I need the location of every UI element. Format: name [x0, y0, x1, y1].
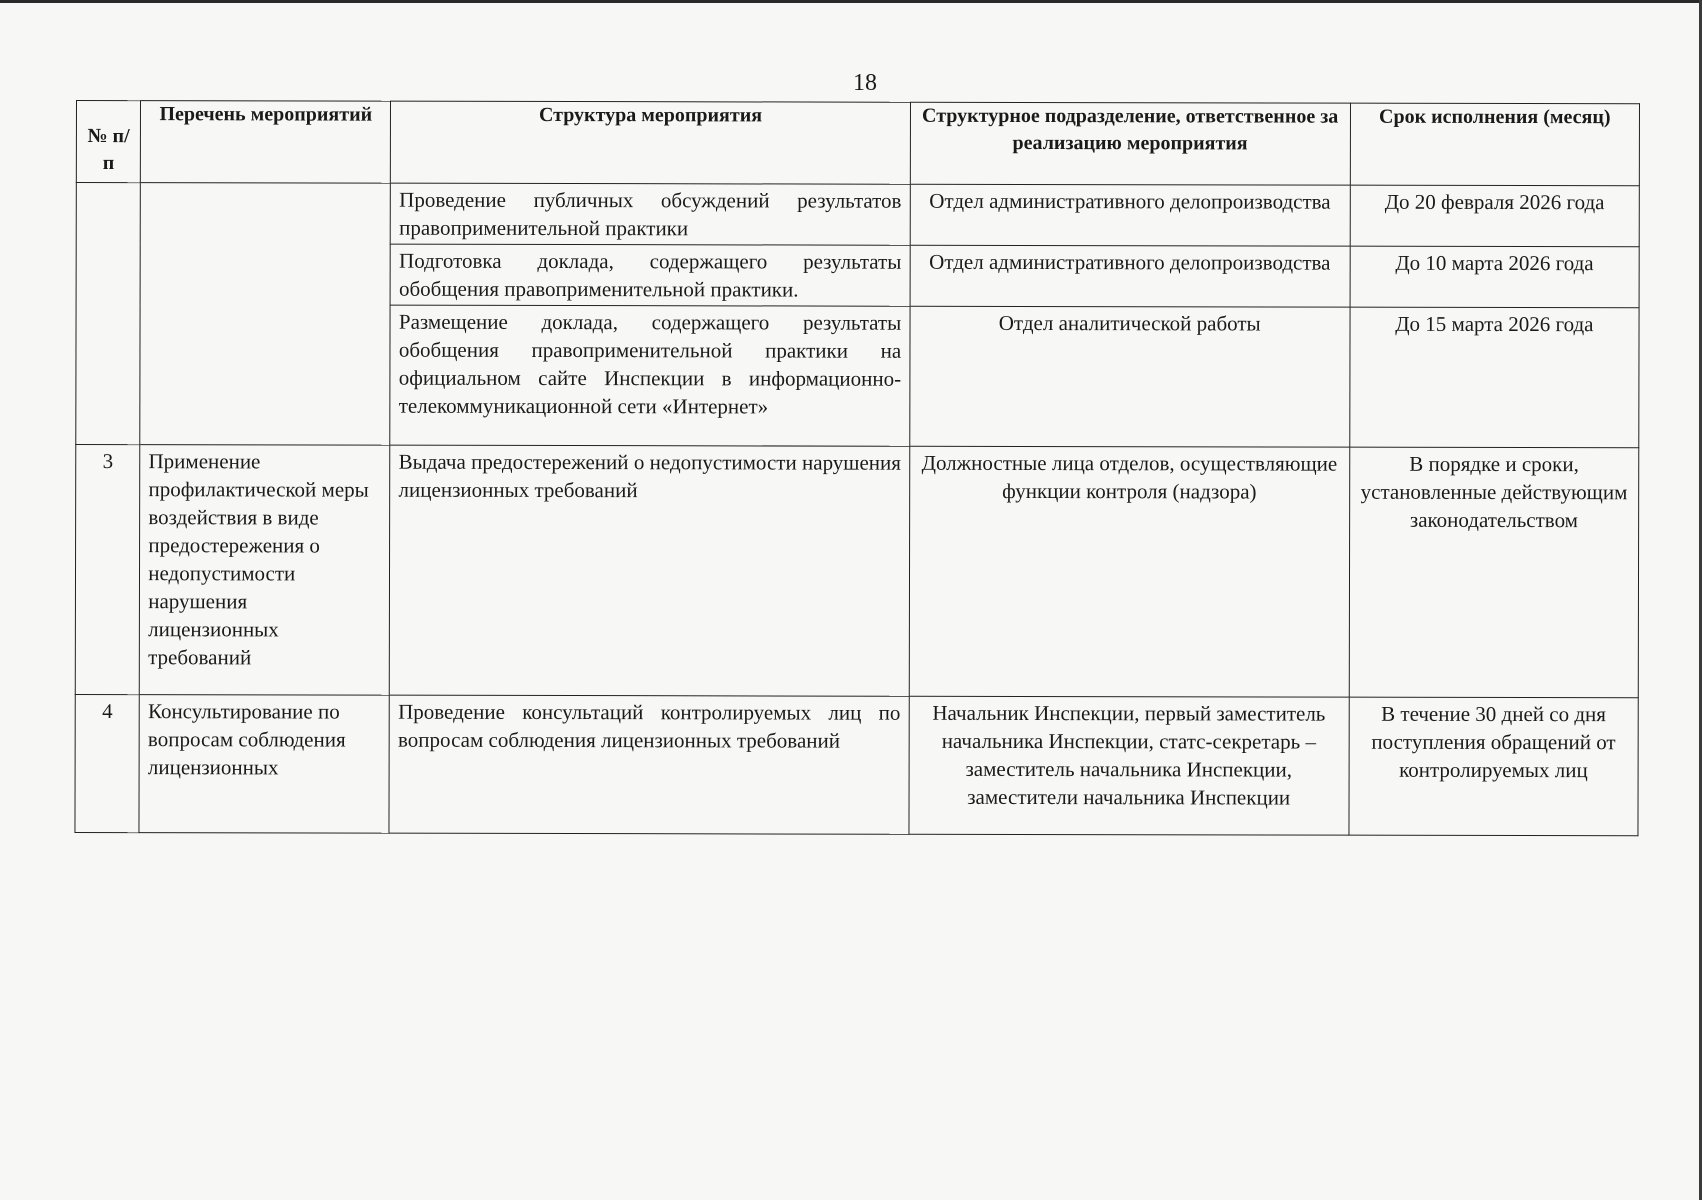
- cell-dept: Отдел административного делопроизводства: [910, 245, 1350, 307]
- header-num: № п/п: [76, 101, 140, 183]
- cell-num: 3: [75, 445, 140, 695]
- cell-term: В порядке и сроки, установленные действующим законодательством: [1349, 447, 1639, 698]
- cell-dept: Должностные лица отделов, осуществляющие функции контроля (надзора): [909, 446, 1349, 697]
- cell-dept: Отдел административного делопроизводства: [910, 184, 1350, 246]
- cell-list: Применение профилактической меры воздействия в виде предостережения о недопустимости нарушения лицензионных требований: [140, 445, 391, 696]
- cell-dept: Отдел аналитической работы: [909, 306, 1349, 447]
- cell-struct: Проведение консультаций контролируемых лиц по вопросам соблюдения лицензионных требований: [389, 695, 909, 834]
- header-term: Срок исполнения (месяц): [1350, 103, 1639, 186]
- cell-num: 4: [75, 694, 140, 832]
- page-number: 18: [853, 70, 877, 96]
- cell-num-continued: [76, 183, 141, 445]
- header-struct: Структура мероприятия: [391, 101, 910, 184]
- table-header-row: [76, 101, 1639, 186]
- cell-list: Консультирование по вопросам соблюдения лицензионных: [139, 695, 389, 834]
- table-row: [75, 694, 1638, 835]
- table-row: [76, 183, 1639, 247]
- cell-list-continued: [140, 183, 391, 446]
- table-row: [75, 445, 1639, 698]
- header-dept: Структурное подразделение, ответственное за реализацию мероприятия: [910, 102, 1350, 185]
- cell-dept: Начальник Инспекции, первый заместитель начальника Инспекции, статс-секретарь – заместитель начальника Инспекции, заместители начальника Инспекции: [909, 696, 1349, 835]
- header-list: Перечень мероприятий: [141, 101, 391, 184]
- activities-table: [74, 100, 1640, 836]
- cell-term: До 10 марта 2026 года: [1350, 246, 1639, 308]
- scan-edge-top: [0, 0, 1702, 3]
- cell-struct: Выдача предостережений о недопустимости нарушения лицензионных требований: [390, 445, 910, 696]
- cell-term: До 15 марта 2026 года: [1349, 307, 1639, 448]
- cell-term: До 20 февраля 2026 года: [1350, 185, 1639, 247]
- cell-struct: Размещение доклада, содержащего результаты обобщения правоприменительной практики на официальном сайте Инспекции в информационно-телекоммуникационной сети «Интернет»: [390, 305, 910, 446]
- cell-term: В течение 30 дней со дня поступления обращений от контролируемых лиц: [1349, 697, 1639, 836]
- cell-struct: Проведение публичных обсуждений результатов правоприменительной практики: [391, 183, 910, 245]
- cell-struct: Подготовка доклада, содержащего результаты обобщения правоприменительной практики.: [390, 244, 909, 306]
